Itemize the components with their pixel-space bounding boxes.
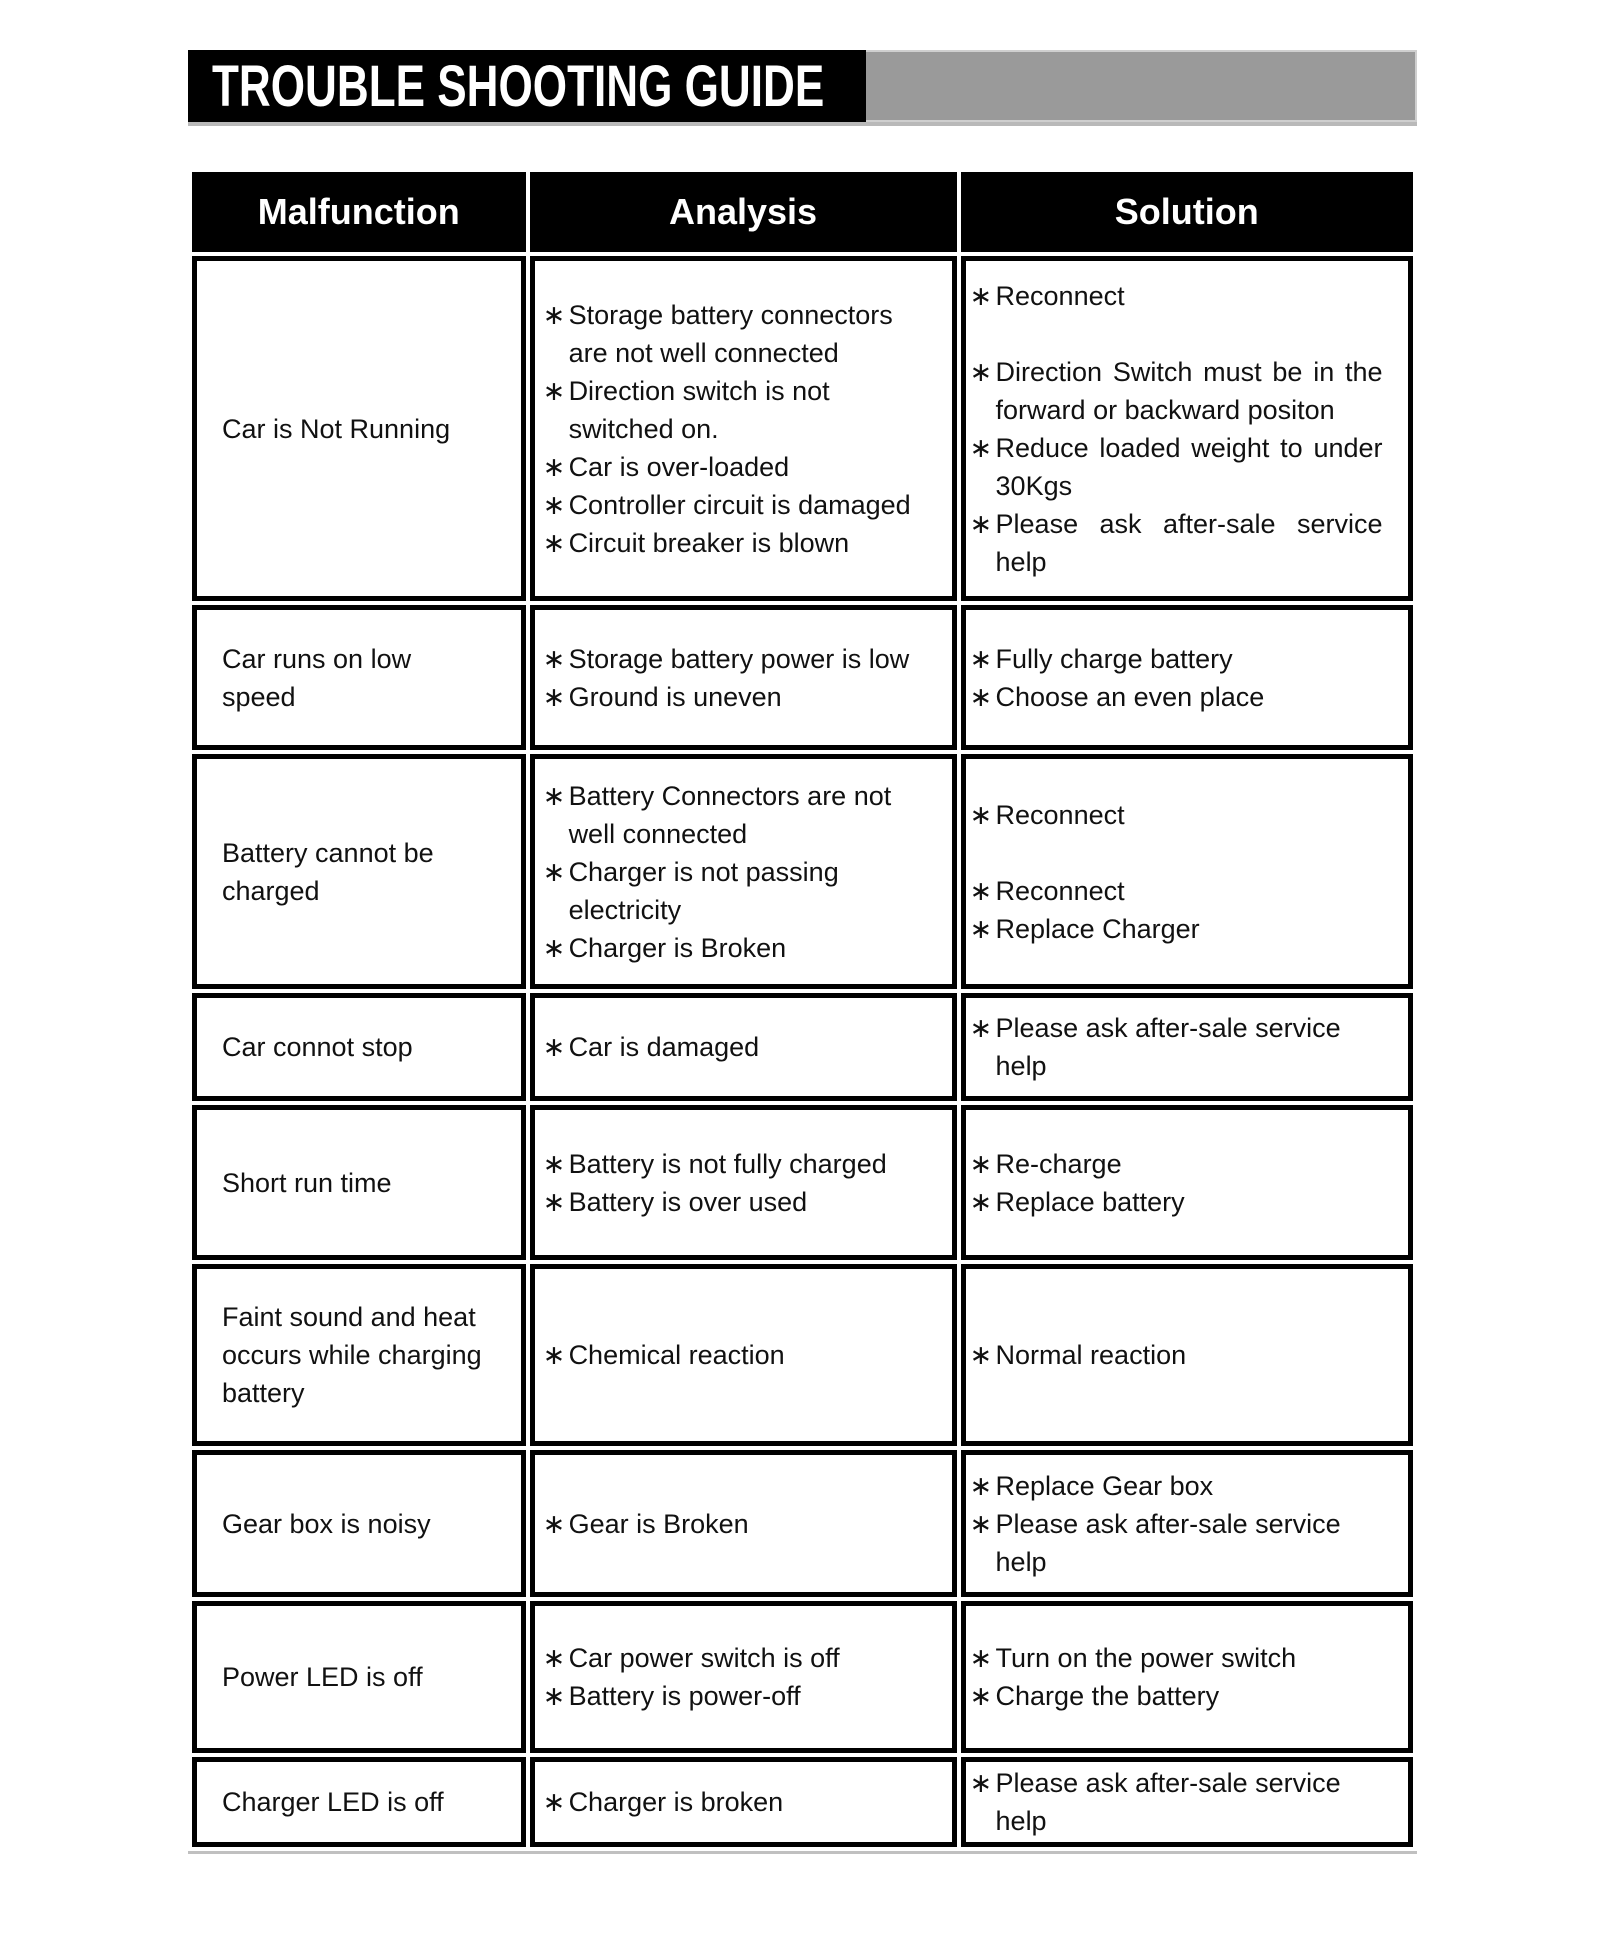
malfunction-cell [192,1601,526,1753]
table-row [192,256,1413,601]
table-row [192,1450,1413,1597]
malfunction-cell [192,1264,526,1446]
analysis-cell [530,754,957,989]
bullet-item [966,678,1408,716]
bullet-item [966,1505,1408,1581]
header-malfunction: Malfunction [192,172,526,252]
solution-list [966,1336,1408,1374]
bullet-item-text: Controller circuit is damaged [568,489,911,520]
malfunction-text: Power LED is off [222,1662,423,1692]
bullet-item-text: Direction Switch must be in the forward or backward positon [995,356,1383,425]
asterisk-bullet-icon: ∗ [542,1148,566,1179]
solution-cell [961,605,1413,750]
bullet-item [966,910,1408,948]
bullet-item-text: Ground is uneven [568,681,782,712]
solution-cell [961,1601,1413,1753]
bullet-item [966,353,1408,429]
bullet-item-text: Replace Charger [995,913,1200,944]
asterisk-bullet-icon: ∗ [542,643,566,674]
bullet-item-text: Choose an even place [995,681,1265,712]
bullet-item [535,486,952,524]
asterisk-bullet-icon: ∗ [969,1508,993,1539]
page-title: TROUBLE SHOOTING GUIDE [212,53,825,119]
table-row [192,1757,1413,1847]
analysis-cell [530,1757,957,1847]
bullet-item [966,1467,1408,1505]
analysis-cell [530,256,957,601]
solution-cell [961,1264,1413,1446]
asterisk-bullet-icon: ∗ [542,1787,566,1817]
analysis-list [535,1783,952,1821]
bullet-item [535,1336,952,1374]
asterisk-bullet-icon: ∗ [969,280,993,311]
asterisk-bullet-icon: ∗ [969,799,993,830]
bullet-item-text: Reduce loaded weight to under 30Kgs [995,432,1383,501]
title-gray-bar [866,50,1417,122]
bullet-item-text: Reconnect [995,799,1125,830]
bullet-item [966,640,1408,678]
analysis-list [535,296,952,562]
solution-list [966,1639,1408,1715]
bullet-item-text: Replace battery [995,1186,1185,1217]
table-row [192,1264,1413,1446]
malfunction-text: Car is Not Running [222,413,451,444]
header-solution: Solution [961,172,1413,252]
analysis-list [535,1028,952,1066]
malfunction-text: Car runs on low speed [222,643,412,712]
solution-cell [961,993,1413,1101]
malfunction-cell [192,1757,526,1847]
bullet-item [535,929,952,967]
bullet-item [966,505,1408,581]
malfunction-text: Car connot stop [222,1032,413,1062]
bullet-item [535,1028,952,1066]
bullet-item [535,777,952,853]
solution-list [966,1467,1408,1581]
asterisk-bullet-icon: ∗ [969,1768,993,1798]
bullet-item-text: Reconnect [995,280,1125,311]
asterisk-bullet-icon: ∗ [542,932,566,963]
asterisk-bullet-icon: ∗ [969,1681,993,1711]
analysis-list [535,1639,952,1715]
title-bar [188,50,1417,122]
table-row [192,754,1413,989]
asterisk-bullet-icon: ∗ [969,1643,993,1673]
bullet-item [535,524,952,562]
asterisk-bullet-icon: ∗ [969,1013,993,1043]
asterisk-bullet-icon: ∗ [542,375,566,406]
malfunction-text: Battery cannot be charged [222,837,434,906]
bullet-item-text: Battery is power-off [568,1681,801,1711]
asterisk-bullet-icon: ∗ [969,356,993,387]
asterisk-bullet-icon: ∗ [542,527,566,558]
asterisk-bullet-icon: ∗ [969,913,993,944]
bullet-item-text: Charger is not passing electricity [568,856,839,925]
bullet-item [966,1677,1408,1715]
bullet-item-text: Chemical reaction [568,1340,785,1370]
asterisk-bullet-icon: ∗ [542,1643,566,1673]
analysis-cell [530,1450,957,1597]
bullet-item [535,1505,952,1543]
asterisk-bullet-icon: ∗ [969,875,993,906]
malfunction-cell [192,256,526,601]
analysis-cell [530,1601,957,1753]
bullet-item [966,429,1408,505]
solution-list [966,796,1408,948]
asterisk-bullet-icon: ∗ [969,1148,993,1179]
bullet-item-text: Car is over-loaded [568,451,790,482]
asterisk-bullet-icon: ∗ [542,780,566,811]
table-row [192,1105,1413,1260]
bullet-item [966,1009,1408,1085]
analysis-list [535,1505,952,1543]
table-row [192,605,1413,750]
bullet-item [966,1336,1408,1374]
bullet-item [535,640,952,678]
solution-list [966,640,1408,716]
bullet-item [966,1145,1408,1183]
asterisk-bullet-icon: ∗ [969,1340,993,1370]
table-row [192,1601,1413,1753]
solution-list [966,1764,1408,1840]
bullet-item-text: Reconnect [995,875,1125,906]
bullet-item-text: Battery Connectors are not well connected [568,780,892,849]
asterisk-bullet-icon: ∗ [542,299,566,330]
bullet-item-text: Storage battery power is low [568,643,910,674]
bullet-item-text: Charge the battery [995,1681,1220,1711]
analysis-list [535,777,952,967]
analysis-cell [530,1264,957,1446]
malfunction-cell [192,993,526,1101]
bullet-item-text: Re-charge [995,1148,1122,1179]
bullet-item-text: Battery is not fully charged [568,1148,887,1179]
asterisk-bullet-icon: ∗ [542,681,566,712]
title-black-box [188,50,866,122]
analysis-cell [530,993,957,1101]
bullet-item [966,1639,1408,1677]
bullet-item [535,448,952,486]
malfunction-cell [192,1450,526,1597]
blank-line-gap [966,315,1408,353]
bullet-item-text: Turn on the power switch [995,1643,1297,1673]
bullet-item-text: Car power switch is off [568,1643,840,1673]
asterisk-bullet-icon: ∗ [969,1470,993,1501]
asterisk-bullet-icon: ∗ [542,1340,566,1370]
bullet-item [966,1183,1408,1221]
page-content [188,0,1417,1851]
asterisk-bullet-icon: ∗ [969,681,993,712]
bullet-item [535,853,952,929]
bullet-item-text: Please ask after-sale service help [995,508,1383,577]
asterisk-bullet-icon: ∗ [542,1681,566,1711]
bullet-item [535,372,952,448]
bullet-item-text: Normal reaction [995,1340,1187,1370]
asterisk-bullet-icon: ∗ [542,1508,566,1539]
bullet-item [535,296,952,372]
asterisk-bullet-icon: ∗ [542,489,566,520]
bullet-item [535,1639,952,1677]
bullet-item [966,796,1408,834]
bullet-item [535,1677,952,1715]
bullet-item-text: Circuit breaker is blown [568,527,850,558]
malfunction-cell [192,1105,526,1260]
asterisk-bullet-icon: ∗ [542,856,566,887]
solution-list [966,1145,1408,1221]
bullet-item-text: Please ask after-sale service help [995,1013,1341,1081]
bullet-item-text: Replace Gear box [995,1470,1214,1501]
troubleshooting-table [188,168,1417,1851]
asterisk-bullet-icon: ∗ [969,432,993,463]
bullet-item-text: Fully charge battery [995,643,1233,674]
asterisk-bullet-icon: ∗ [969,643,993,674]
bullet-item-text: Charger is Broken [568,932,787,963]
asterisk-bullet-icon: ∗ [542,451,566,482]
bullet-item-text: Battery is over used [568,1186,808,1217]
analysis-cell [530,605,957,750]
bullet-item [966,277,1408,315]
analysis-list [535,640,952,716]
bullet-item [535,678,952,716]
analysis-list [535,1336,952,1374]
asterisk-bullet-icon: ∗ [969,1186,993,1217]
bullet-item [535,1783,952,1821]
bullet-item-text: Please ask after-sale service help [995,1768,1341,1836]
bullet-item-text: Car is damaged [568,1032,760,1062]
table-header-row [192,172,1413,252]
bullet-item-text: Storage battery connectors are not well connected [568,299,893,368]
asterisk-bullet-icon: ∗ [969,508,993,539]
solution-cell [961,256,1413,601]
bullet-item-text: Charger is broken [568,1787,784,1817]
malfunction-text: Short run time [222,1167,392,1198]
solution-list [966,1009,1408,1085]
bullet-item [535,1145,952,1183]
malfunction-cell [192,754,526,989]
asterisk-bullet-icon: ∗ [542,1032,566,1062]
solution-cell [961,1757,1413,1847]
bullet-item-text: Direction switch is not switched on. [568,375,830,444]
analysis-cell [530,1105,957,1260]
solution-cell [961,1105,1413,1260]
bullet-item [535,1183,952,1221]
blank-line-gap [966,834,1408,872]
malfunction-text: Faint sound and heat occurs while charging battery [222,1302,482,1408]
solution-cell [961,1450,1413,1597]
analysis-list [535,1145,952,1221]
asterisk-bullet-icon: ∗ [542,1186,566,1217]
table-row [192,993,1413,1101]
bullet-item-text: Please ask after-sale service help [995,1508,1341,1577]
header-analysis: Analysis [530,172,957,252]
bullet-item [966,1764,1408,1840]
solution-cell [961,754,1413,989]
bullet-item [966,872,1408,910]
malfunction-text: Gear box is noisy [222,1508,431,1539]
malfunction-text: Charger LED is off [222,1787,444,1817]
bullet-item-text: Gear is Broken [568,1508,749,1539]
malfunction-cell [192,605,526,750]
solution-list [966,277,1408,581]
